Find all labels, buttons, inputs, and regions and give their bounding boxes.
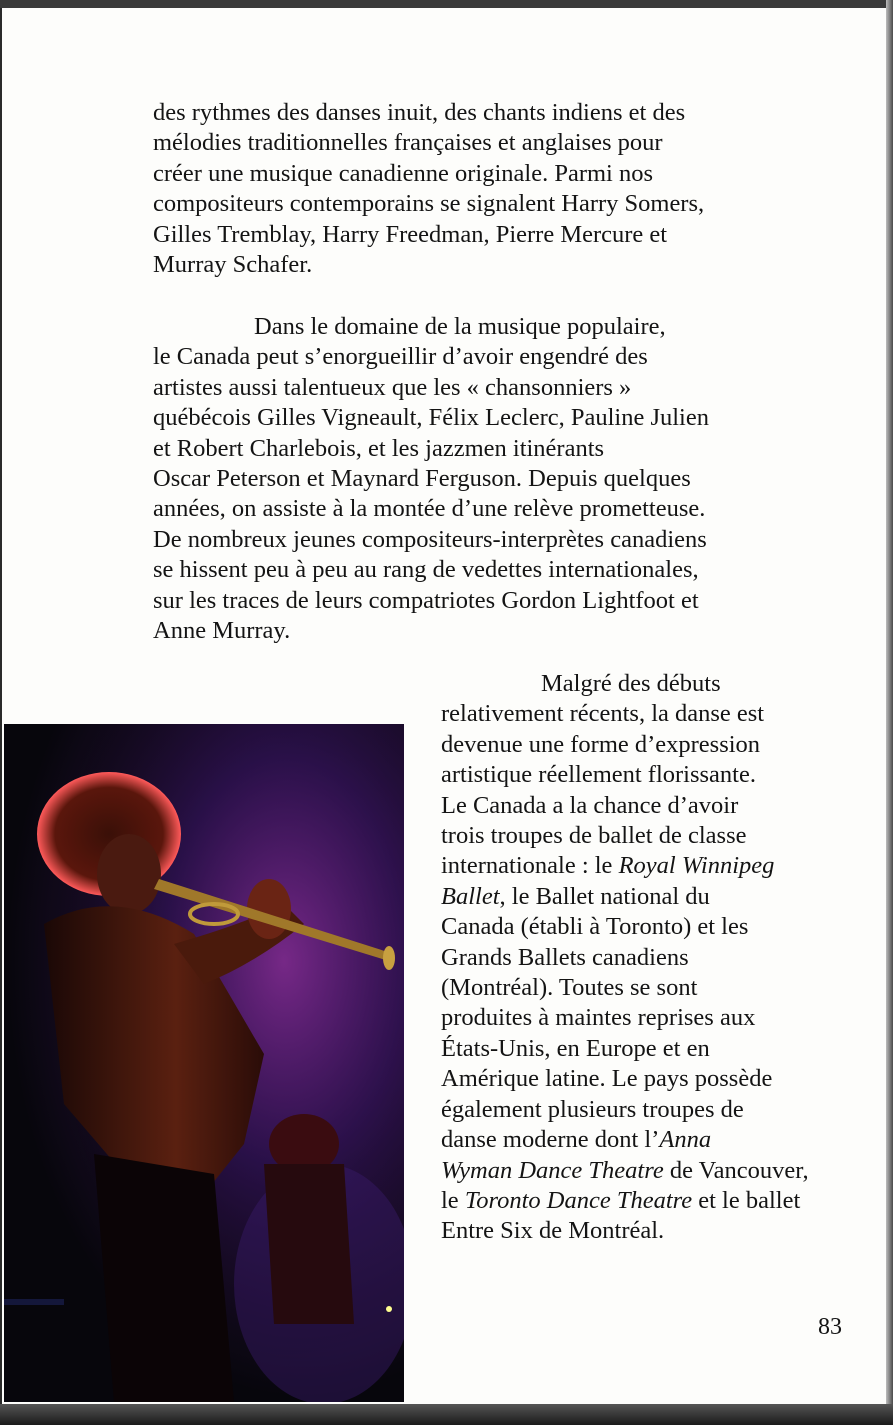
- text-line: Dans le domaine de la musique populaire,: [254, 313, 666, 340]
- text-line: [441, 1156, 809, 1186]
- italic-title: Toronto Dance Theatre: [464, 1186, 693, 1214]
- text-span: le: [441, 1186, 465, 1214]
- text-line: [441, 1125, 809, 1155]
- text-line: Anne Murray.: [153, 617, 291, 645]
- text-line: québécois Gilles Vigneault, Félix Leclerc, Pauline Julien: [153, 404, 709, 432]
- text-span: danse moderne dont l’: [441, 1126, 660, 1154]
- text-line: le Canada peut s’enorgueillir d’avoir engendré des: [153, 343, 648, 371]
- text-line: [441, 1186, 809, 1216]
- paragraph-popular-music: [153, 312, 709, 646]
- text-line: Le Canada a la chance d’avoir: [441, 791, 739, 819]
- text-line: Grands Ballets canadiens: [441, 943, 689, 971]
- text-line: [441, 851, 809, 881]
- text-line: produites à maintes reprises aux: [441, 1004, 756, 1032]
- italic-title: Wyman Dance Theatre: [441, 1156, 664, 1184]
- text-span: , le Ballet national du: [499, 882, 710, 910]
- trumpeter-photo: [4, 724, 404, 1402]
- text-span: de Vancouver,: [663, 1156, 809, 1184]
- text-line: des rythmes des danses inuit, des chants indiens et des: [153, 99, 686, 126]
- text-span: et le ballet: [692, 1186, 801, 1214]
- photo-trumpeter-icon: [4, 724, 404, 1402]
- paragraph-dance: [441, 669, 809, 1247]
- italic-title: Anna: [659, 1126, 712, 1154]
- text-line: également plusieurs troupes de: [441, 1095, 744, 1123]
- text-line: années, on assiste à la montée d’une relève prometteuse.: [153, 495, 706, 523]
- text-line: se hissent peu à peu au rang de vedettes internationales,: [153, 556, 699, 584]
- text-line: Malgré des débuts: [541, 670, 721, 697]
- text-line: Murray Schafer.: [153, 251, 313, 279]
- text-line: États-Unis, en Europe et en: [441, 1034, 710, 1062]
- text-line: Canada (établi à Toronto) et les: [441, 913, 749, 941]
- text-line: Entre Six de Montréal.: [441, 1217, 665, 1245]
- text-line: Gilles Tremblay, Harry Freedman, Pierre Mercure et: [153, 220, 668, 248]
- paragraph-classical-music: [153, 98, 704, 280]
- text-line: [441, 882, 809, 912]
- text-line: mélodies traditionnelles françaises et anglaises pour: [153, 129, 663, 157]
- italic-title: Royal Winnipeg: [618, 852, 775, 880]
- page-number: 83: [818, 1314, 842, 1340]
- text-line: artistique réellement florissante.: [441, 761, 756, 789]
- page-top-edge: [0, 0, 893, 8]
- text-line: Amérique latine. Le pays possède: [441, 1065, 773, 1093]
- text-line: compositeurs contemporains se signalent Harry Somers,: [153, 190, 705, 218]
- text-line: Oscar Peterson et Maynard Ferguson. Depuis quelques: [153, 465, 691, 493]
- text-line: artistes aussi talentueux que les « chansonniers »: [153, 373, 632, 401]
- page-bottom-edge: [0, 1404, 893, 1425]
- page-right-edge: [886, 0, 893, 1425]
- text-line: devenue une forme d’expression: [441, 730, 761, 758]
- text-line: (Montréal). Toutes se sont: [441, 974, 698, 1002]
- text-line: trois troupes de ballet de classe: [441, 822, 747, 850]
- text-span: internationale : le: [441, 852, 619, 880]
- text-line: et Robert Charlebois, et les jazzmen itinérants: [153, 434, 605, 462]
- text-line: créer une musique canadienne originale. Parmi nos: [153, 159, 654, 187]
- text-line: sur les traces de leurs compatriotes Gordon Lightfoot et: [153, 586, 699, 614]
- text-line: relativement récents, la danse est: [441, 700, 765, 728]
- text-line: De nombreux jeunes compositeurs-interprètes canadiens: [153, 525, 707, 553]
- italic-title: Ballet: [441, 882, 500, 910]
